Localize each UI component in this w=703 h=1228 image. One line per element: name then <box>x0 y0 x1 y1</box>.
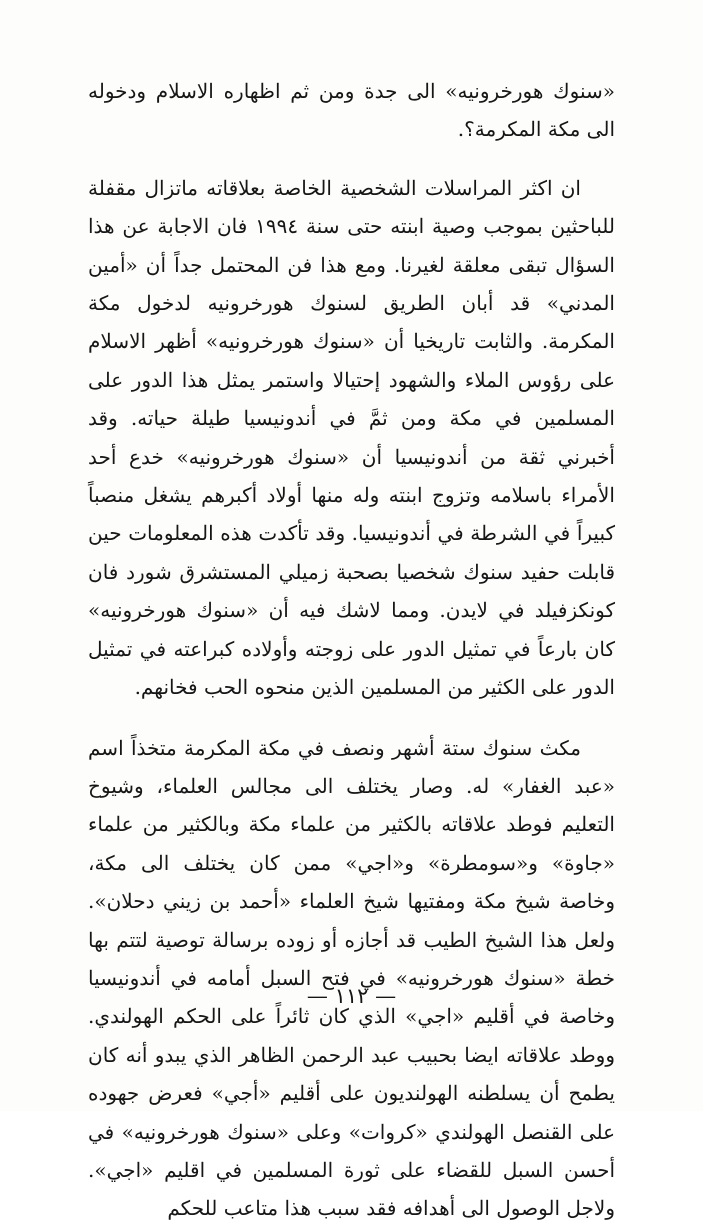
page-number: — ١١٢ — <box>306 984 397 1008</box>
paragraph-2: ان اكثر المراسلات الشخصية الخاصة بعلاقاته ماتزال مقفلة للباحثين بموجب وصية ابنته حتى سنة ١٩٩٤ فان الاجابة عن هذا السؤال تبقى معلقة لغيرنا. ومع هذا فن المحتمل جداً أن «أمين المدني» قد أبان الطريق لسنوك هورخرونيه لدخول مكة المكرمة. والثابت تاريخيا أن «سنوك هورخرونيه» أظهر الاسلام على رؤوس الملاء والشهود إحتيالا واستمر يمثل هذا الدور على المسلمين في مكة ومن ثمَّ في أندونيسيا طيلة حياته. وقد أخبرني ثقة من أندونيسيا أن «سنوك هورخرونيه» خدع أحد الأمراء باسلامه وتزوج ابنته وله منها أولاد أكبرهم يشغل منصباً كبيراً في الشرطة في أندونيسيا. وقد تأكدت هذه المعلومات حين قابلت حفيد سنوك شخصيا بصحبة زميلي المستشرق شورد فان كونكزفيلد في لايدن. ومما لاشك فيه أن «سنوك هورخرونيه» كان بارعاً في تمثيل الدور على زوجته وأولاده كبراعته في تمثيل الدور على الكثير من المسلمين الذين منحوه الحب فخانهم. <box>88 175 615 700</box>
paragraph-3: مكث سنوك ستة أشهر ونصف في مكة المكرمة متخذاً اسم «عبد الغفار» له. وصار يختلف الى مجالس العلماء، وشيوخ التعليم فوطد علاقاته بالكثير من علماء مكة وبالكثير من علماء «جاوة» و«سومطرة» و«اجي» ممن كان يختلف الى مكة، وخاصة شيخ مكة ومفتيها شيخ العلماء «أحمد بن زيني دحلان». ولعل هذا الشيخ الطيب قد أجازه أو زوده برسالة توصية لتتم بها خطة «سنوك هورخرونيه» في فتح السبل أمامه في أندونيسيا وخاصة في أقليم «اجي» الذي كان ثائراً على الحكم الهولندي. ووطد علاقاته ايضا بحبيب عبد الرحمن الظاهر الذي يبدو أنه كان يطمح أن يسلطنه الهولنديون على أقليم «أجي» فعرض جهوده على القنصل الهولندي «كروات» وعلى «سنوك هورخرونيه» في أحسن السبل للقضاء على ثورة المسلمين في اقليم «اجي». ولاجل الوصول الى أهدافه فقد سبب هذا متاعب للحكم <box>88 735 615 1221</box>
body-text <box>88 72 615 1228</box>
paragraph-1: «سنوك هورخرونيه» الى جدة ومن ثم اظهاره الاسلام ودخوله الى مكة المكرمة؟. <box>88 79 615 142</box>
